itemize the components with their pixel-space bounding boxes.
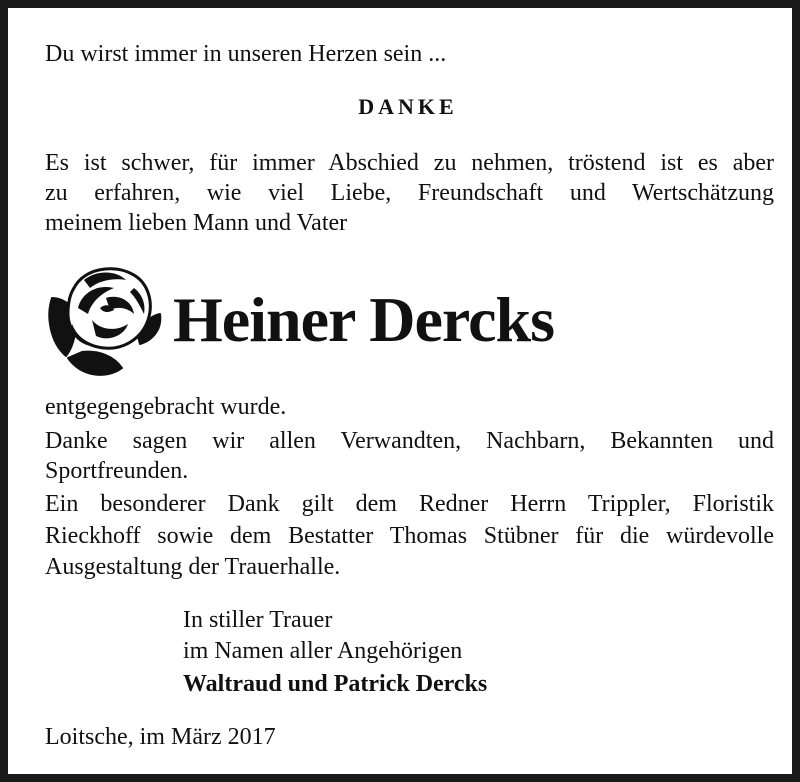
heading-danke: DANKE xyxy=(358,94,458,119)
body-line-1: entgegengebracht wurde. xyxy=(45,394,287,420)
body-line-6: Ausgestaltung der Trauerhalle. xyxy=(45,554,341,580)
opening-line: Du wirst immer in unseren Herzen sein ... xyxy=(45,41,447,67)
signature-line-1: In stiller Trauer xyxy=(183,607,333,633)
body-line-2: Danke sagen wir allen Verwandten, Nachbarn, Bekannten und xyxy=(45,428,774,454)
body-line-3: Sportfreunden. xyxy=(45,458,189,484)
intro-line-3: meinem lieben Mann und Vater xyxy=(45,210,348,236)
rose-icon xyxy=(44,258,166,382)
signature-names: Waltraud und Patrick Dercks xyxy=(183,671,488,697)
intro-line-2: zu erfahren, wie viel Liebe, Freundschaft und Wertschätzung xyxy=(45,180,774,206)
deceased-name: Heiner Dercks xyxy=(173,284,554,355)
intro-line-1: Es ist schwer, für immer Abschied zu nehmen, tröstend ist es aber xyxy=(45,150,774,176)
body-line-4: Ein besonderer Dank gilt dem Redner Herrn Trippler, Floristik xyxy=(45,491,774,517)
body-line-5: Rieckhoff sowie dem Bestatter Thomas Stübner für die würdevolle xyxy=(45,523,774,549)
signature-line-2: im Namen aller Angehörigen xyxy=(183,638,463,664)
place-date: Loitsche, im März 2017 xyxy=(45,724,276,750)
